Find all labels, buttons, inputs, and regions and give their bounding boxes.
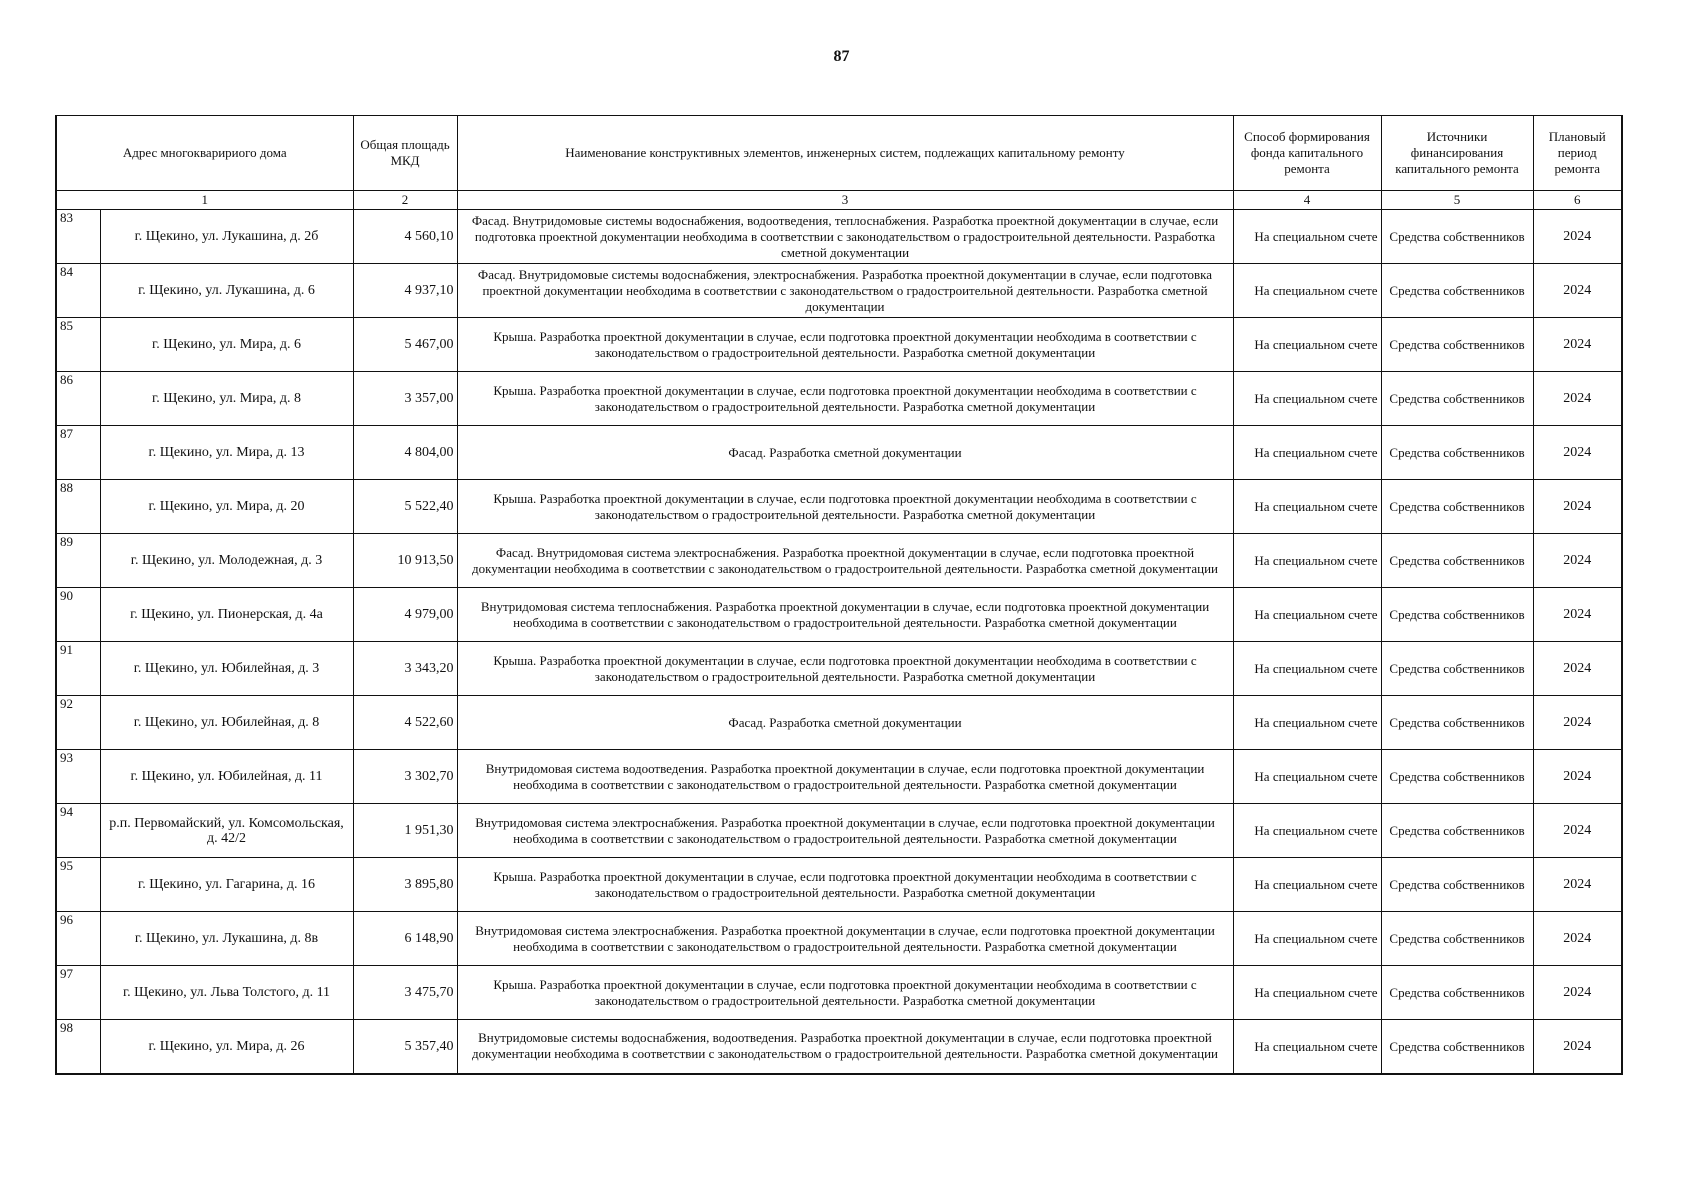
table-row: [56, 426, 1622, 480]
repair-work-description: Фасад. Внутридомовые системы водоснабжения, водоотведения, теплоснабжения. Разработка проектной документации в случае, если подготовка проектной документации необходима в соответствии с законодательством о градостроительной деятельности. Разработка сметной документации: [457, 210, 1233, 264]
fund-formation-method: На специальном счете: [1233, 318, 1381, 372]
funding-source: Средства собственников: [1381, 1020, 1533, 1074]
row-number: 87: [56, 426, 100, 480]
total-area: 5 357,40: [353, 1020, 457, 1074]
house-address: г. Щекино, ул. Мира, д. 13: [100, 426, 353, 480]
column-number: 1: [56, 191, 353, 210]
total-area: 10 913,50: [353, 534, 457, 588]
house-address: г. Щекино, ул. Лукашина, д. 2б: [100, 210, 353, 264]
repair-work-description: Внутридомовая система электроснабжения. Разработка проектной документации в случае, если подготовка проектной документации необходима в соответствии с законодательством о градостроительной деятельности. Разработка сметной документации: [457, 804, 1233, 858]
funding-source: Средства собственников: [1381, 858, 1533, 912]
table-row: [56, 264, 1622, 318]
row-number: 93: [56, 750, 100, 804]
repair-work-description: Крыша. Разработка проектной документации в случае, если подготовка проектной документации необходима в соответствии с законодательством о градостроительной деятельности. Разработка сметной документации: [457, 372, 1233, 426]
repair-work-description: Крыша. Разработка проектной документации в случае, если подготовка проектной документации необходима в соответствии с законодательством о градостроительной деятельности. Разработка сметной документации: [457, 318, 1233, 372]
row-number: 91: [56, 642, 100, 696]
fund-formation-method: На специальном счете: [1233, 210, 1381, 264]
fund-formation-method: На специальном счете: [1233, 1020, 1381, 1074]
planned-period: 2024: [1533, 750, 1622, 804]
planned-period: 2024: [1533, 372, 1622, 426]
header-method: Способ формирования фонда капитального ремонта: [1233, 116, 1381, 191]
fund-formation-method: На специальном счете: [1233, 858, 1381, 912]
funding-source: Средства собственников: [1381, 588, 1533, 642]
funding-source: Средства собственников: [1381, 210, 1533, 264]
row-number: 83: [56, 210, 100, 264]
funding-source: Средства собственников: [1381, 966, 1533, 1020]
funding-source: Средства собственников: [1381, 750, 1533, 804]
total-area: 4 979,00: [353, 588, 457, 642]
funding-source: Средства собственников: [1381, 912, 1533, 966]
house-address: г. Щекино, ул. Пионерская, д. 4а: [100, 588, 353, 642]
table-row: [56, 966, 1622, 1020]
funding-source: Средства собственников: [1381, 426, 1533, 480]
total-area: 3 343,20: [353, 642, 457, 696]
funding-source: Средства собственников: [1381, 804, 1533, 858]
planned-period: 2024: [1533, 966, 1622, 1020]
total-area: 3 895,80: [353, 858, 457, 912]
funding-source: Средства собственников: [1381, 318, 1533, 372]
fund-formation-method: На специальном счете: [1233, 480, 1381, 534]
table-row: [56, 750, 1622, 804]
table-row: [56, 804, 1622, 858]
column-number: 4: [1233, 191, 1381, 210]
header-work: Наименование конструктивных элементов, инженерных систем, подлежащих капитальному ремонту: [457, 116, 1233, 191]
table-row: [56, 588, 1622, 642]
planned-period: 2024: [1533, 318, 1622, 372]
total-area: 4 937,10: [353, 264, 457, 318]
house-address: г. Щекино, ул. Юбилейная, д. 8: [100, 696, 353, 750]
funding-source: Средства собственников: [1381, 480, 1533, 534]
house-address: г. Щекино, ул. Юбилейная, д. 3: [100, 642, 353, 696]
header-area: Общая площадь МКД: [353, 116, 457, 191]
repair-work-description: Внутридомовая система теплоснабжения. Разработка проектной документации в случае, если подготовка проектной документации необходима в соответствии с законодательством о градостроительной деятельности. Разработка сметной документации: [457, 588, 1233, 642]
planned-period: 2024: [1533, 696, 1622, 750]
planned-period: 2024: [1533, 426, 1622, 480]
planned-period: 2024: [1533, 588, 1622, 642]
row-number: 92: [56, 696, 100, 750]
table-row: [56, 318, 1622, 372]
row-number: 85: [56, 318, 100, 372]
house-address: р.п. Первомайский, ул. Комсомольская, д. 42/2: [100, 804, 353, 858]
repair-work-description: Внутридомовая система электроснабжения. Разработка проектной документации в случае, если подготовка проектной документации необходима в соответствии с законодательством о градостроительной деятельности. Разработка сметной документации: [457, 912, 1233, 966]
column-number: 6: [1533, 191, 1622, 210]
funding-source: Средства собственников: [1381, 372, 1533, 426]
total-area: 4 522,60: [353, 696, 457, 750]
funding-source: Средства собственников: [1381, 264, 1533, 318]
row-number: 98: [56, 1020, 100, 1074]
row-number: 86: [56, 372, 100, 426]
column-number: 3: [457, 191, 1233, 210]
fund-formation-method: На специальном счете: [1233, 372, 1381, 426]
house-address: г. Щекино, ул. Лукашина, д. 6: [100, 264, 353, 318]
row-number: 94: [56, 804, 100, 858]
repair-work-description: Крыша. Разработка проектной документации в случае, если подготовка проектной документации необходима в соответствии с законодательством о градостроительной деятельности. Разработка сметной документации: [457, 642, 1233, 696]
planned-period: 2024: [1533, 804, 1622, 858]
fund-formation-method: На специальном счете: [1233, 696, 1381, 750]
table-row: [56, 480, 1622, 534]
house-address: г. Щекино, ул. Льва Толстого, д. 11: [100, 966, 353, 1020]
house-address: г. Щекино, ул. Мира, д. 8: [100, 372, 353, 426]
table-row: [56, 858, 1622, 912]
planned-period: 2024: [1533, 480, 1622, 534]
house-address: г. Щекино, ул. Гагарина, д. 16: [100, 858, 353, 912]
row-number: 90: [56, 588, 100, 642]
house-address: г. Щекино, ул. Мира, д. 20: [100, 480, 353, 534]
table-row: [56, 912, 1622, 966]
total-area: 5 522,40: [353, 480, 457, 534]
capital-repair-table: [55, 115, 1623, 1075]
row-number: 97: [56, 966, 100, 1020]
header-address: Адрес многокваририого дома: [56, 116, 353, 191]
table-row: [56, 642, 1622, 696]
row-number: 88: [56, 480, 100, 534]
repair-work-description: Крыша. Разработка проектной документации в случае, если подготовка проектной документации необходима в соответствии с законодательством о градостроительной деятельности. Разработка сметной документации: [457, 966, 1233, 1020]
planned-period: 2024: [1533, 210, 1622, 264]
table-row: [56, 210, 1622, 264]
repair-work-description: Внутридомовая система водоотведения. Разработка проектной документации в случае, если подготовка проектной документации необходима в соответствии с законодательством о градостроительной деятельности. Разработка сметной документации: [457, 750, 1233, 804]
fund-formation-method: На специальном счете: [1233, 264, 1381, 318]
house-address: г. Щекино, ул. Лукашина, д. 8в: [100, 912, 353, 966]
fund-formation-method: На специальном счете: [1233, 804, 1381, 858]
total-area: 3 357,00: [353, 372, 457, 426]
table-row: [56, 534, 1622, 588]
total-area: 1 951,30: [353, 804, 457, 858]
planned-period: 2024: [1533, 264, 1622, 318]
fund-formation-method: На специальном счете: [1233, 912, 1381, 966]
header-period: Плановый период ремонта: [1533, 116, 1622, 191]
total-area: 3 475,70: [353, 966, 457, 1020]
total-area: 4 804,00: [353, 426, 457, 480]
total-area: 6 148,90: [353, 912, 457, 966]
column-number: 2: [353, 191, 457, 210]
repair-work-description: Внутридомовые системы водоснабжения, водоотведения. Разработка проектной документации в случае, если подготовка проектной документации необходима в соответствии с законодательством о градостроительной деятельности. Разработка сметной документации: [457, 1020, 1233, 1074]
repair-work-description: Фасад. Разработка сметной документации: [457, 696, 1233, 750]
repair-work-description: Крыша. Разработка проектной документации в случае, если подготовка проектной документации необходима в соответствии с законодательством о градостроительной деятельности. Разработка сметной документации: [457, 480, 1233, 534]
fund-formation-method: На специальном счете: [1233, 750, 1381, 804]
total-area: 5 467,00: [353, 318, 457, 372]
fund-formation-method: На специальном счете: [1233, 642, 1381, 696]
funding-source: Средства собственников: [1381, 696, 1533, 750]
page-number: 87: [833, 48, 850, 65]
header-row: [56, 116, 1622, 191]
fund-formation-method: На специальном счете: [1233, 534, 1381, 588]
fund-formation-method: На специальном счете: [1233, 588, 1381, 642]
house-address: г. Щекино, ул. Молодежная, д. 3: [100, 534, 353, 588]
house-address: г. Щекино, ул. Юбилейная, д. 11: [100, 750, 353, 804]
repair-work-description: Фасад. Разработка сметной документации: [457, 426, 1233, 480]
planned-period: 2024: [1533, 858, 1622, 912]
column-number: 5: [1381, 191, 1533, 210]
fund-formation-method: На специальном счете: [1233, 966, 1381, 1020]
header-source: Источники финансирования капитального ремонта: [1381, 116, 1533, 191]
table-body: [56, 210, 1622, 1074]
planned-period: 2024: [1533, 912, 1622, 966]
total-area: 4 560,10: [353, 210, 457, 264]
row-number: 95: [56, 858, 100, 912]
table-row: [56, 1020, 1622, 1074]
repair-work-description: Крыша. Разработка проектной документации в случае, если подготовка проектной документации необходима в соответствии с законодательством о градостроительной деятельности. Разработка сметной документации: [457, 858, 1233, 912]
funding-source: Средства собственников: [1381, 534, 1533, 588]
planned-period: 2024: [1533, 1020, 1622, 1074]
table-row: [56, 372, 1622, 426]
house-address: г. Щекино, ул. Мира, д. 26: [100, 1020, 353, 1074]
house-address: г. Щекино, ул. Мира, д. 6: [100, 318, 353, 372]
fund-formation-method: На специальном счете: [1233, 426, 1381, 480]
row-number: 84: [56, 264, 100, 318]
column-number-row: [56, 191, 1622, 210]
planned-period: 2024: [1533, 534, 1622, 588]
row-number: 89: [56, 534, 100, 588]
funding-source: Средства собственников: [1381, 642, 1533, 696]
row-number: 96: [56, 912, 100, 966]
repair-work-description: Фасад. Внутридомовые системы водоснабжения, электроснабжения. Разработка проектной документации в случае, если подготовка проектной документации необходима в соответствии с законодательством о градостроительной деятельности. Разработка сметной документации: [457, 264, 1233, 318]
table-row: [56, 696, 1622, 750]
repair-work-description: Фасад. Внутридомовая система электроснабжения. Разработка проектной документации в случае, если подготовка проектной документации необходима в соответствии с законодательством о градостроительной деятельности. Разработка сметной документации: [457, 534, 1233, 588]
total-area: 3 302,70: [353, 750, 457, 804]
planned-period: 2024: [1533, 642, 1622, 696]
